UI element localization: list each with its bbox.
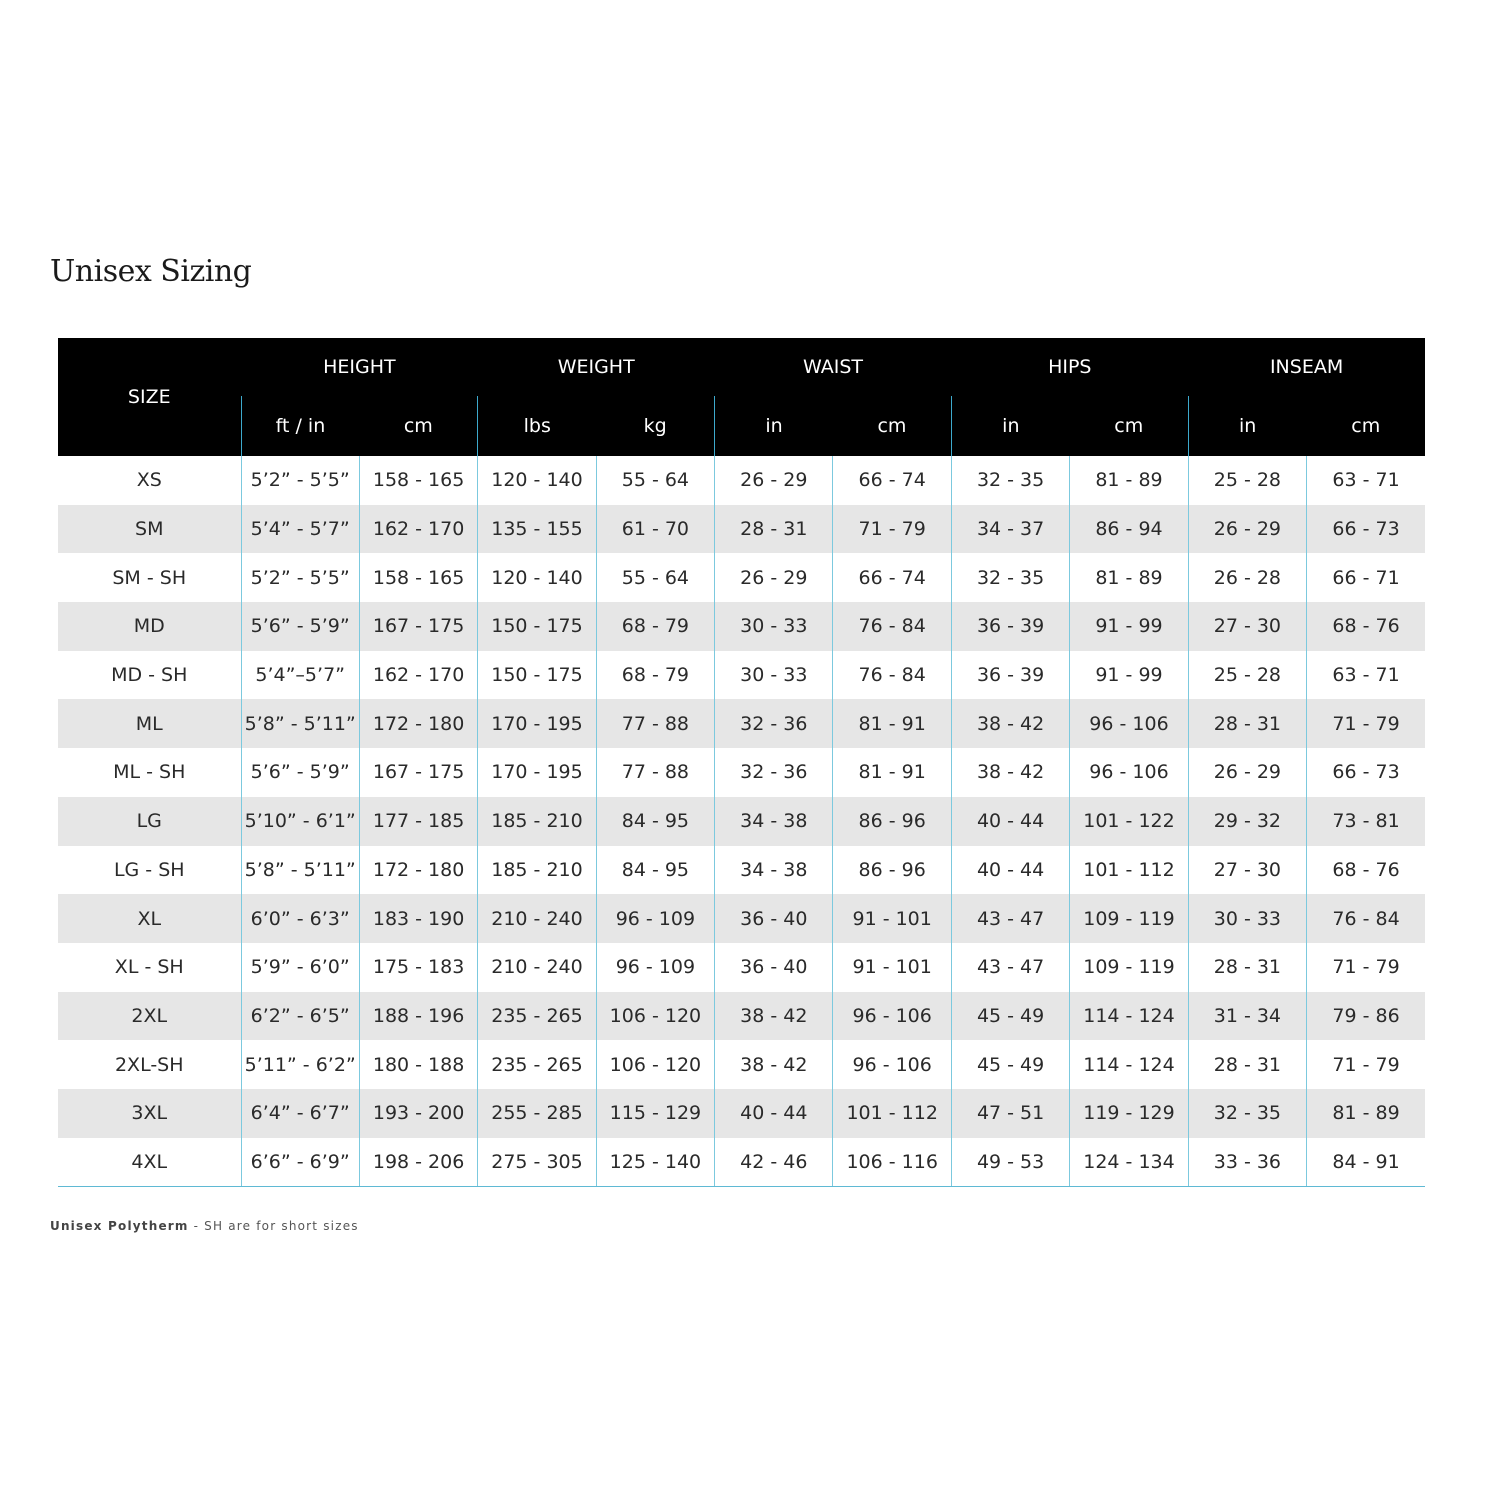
table-cell: 47 - 51 [951, 1089, 1069, 1138]
table-cell: 68 - 76 [1307, 846, 1425, 895]
table-cell: 43 - 47 [951, 943, 1069, 992]
table-cell: 119 - 129 [1070, 1089, 1188, 1138]
table-cell: 180 - 188 [359, 1040, 477, 1089]
table-cell: 27 - 30 [1188, 846, 1306, 895]
table-body [58, 456, 1425, 1187]
table-cell: 81 - 89 [1307, 1089, 1425, 1138]
footnote-product: Unisex Polytherm [50, 1219, 189, 1233]
table-cell: 172 - 180 [359, 846, 477, 895]
table-cell: 96 - 109 [596, 943, 714, 992]
table-cell: 177 - 185 [359, 797, 477, 846]
table-cell: 40 - 44 [951, 846, 1069, 895]
size-label-cell: MD - SH [111, 664, 188, 687]
table-cell: 26 - 29 [715, 456, 833, 505]
table-cell: 170 - 195 [478, 699, 596, 748]
table-cell: 167 - 175 [359, 748, 477, 797]
unit-header-waist-metric: cm [833, 396, 951, 456]
table-cell: 5’6” - 5’9” [241, 748, 359, 797]
table-cell: 170 - 195 [478, 748, 596, 797]
table-cell: 5’10” - 6’1” [241, 797, 359, 846]
table-cell: 68 - 79 [596, 602, 714, 651]
table-cell: 25 - 28 [1188, 456, 1306, 505]
table-row [58, 699, 1425, 748]
table-cell: 5’8” - 5’11” [241, 699, 359, 748]
table-cell: 76 - 84 [833, 651, 951, 700]
table-cell: 30 - 33 [1188, 894, 1306, 943]
header-group-row [58, 338, 1425, 396]
table-cell: 32 - 35 [951, 456, 1069, 505]
table-cell: 76 - 84 [1307, 894, 1425, 943]
size-label-cell: 2XL [58, 992, 241, 1041]
table-cell: 106 - 120 [596, 1040, 714, 1089]
unit-header-hips-primary: in [951, 396, 1069, 456]
table-cell: 40 - 44 [951, 797, 1069, 846]
table-row [58, 894, 1425, 943]
table-cell: 49 - 53 [951, 1138, 1069, 1187]
page-title: Unisex Sizing [50, 254, 252, 289]
table-cell: 32 - 36 [715, 699, 833, 748]
table-cell: 188 - 196 [359, 992, 477, 1041]
table-cell: 172 - 180 [359, 699, 477, 748]
table-cell: 25 - 28 [1188, 651, 1306, 700]
table-cell: 68 - 76 [1307, 602, 1425, 651]
table-cell: 42 - 46 [715, 1138, 833, 1187]
table-cell: 79 - 86 [1307, 992, 1425, 1041]
table-cell: 162 - 170 [359, 505, 477, 554]
table-cell: 101 - 112 [833, 1089, 951, 1138]
table-cell: 55 - 64 [596, 456, 714, 505]
table-cell: 185 - 210 [478, 797, 596, 846]
table-cell: 101 - 112 [1070, 846, 1188, 895]
table-row [58, 992, 1425, 1041]
table-cell: 5’8” - 5’11” [241, 846, 359, 895]
table-cell: 5’9” - 6’0” [241, 943, 359, 992]
size-label-cell: ML - SH [113, 761, 186, 784]
table-cell: 36 - 39 [951, 602, 1069, 651]
table-cell: 38 - 42 [715, 992, 833, 1041]
table-row [58, 846, 1425, 895]
table-cell: 5’6” - 5’9” [241, 602, 359, 651]
group-header-inseam: INSEAM [1188, 338, 1425, 396]
table-cell: 101 - 122 [1070, 797, 1188, 846]
table-row [58, 505, 1425, 554]
table-cell: 198 - 206 [359, 1138, 477, 1187]
table-cell: 162 - 170 [359, 651, 477, 700]
table-cell: 6’6” - 6’9” [241, 1138, 359, 1187]
size-label-cell: 2XL-SH [114, 1053, 184, 1076]
table-cell: 150 - 175 [478, 651, 596, 700]
table-cell: 150 - 175 [478, 602, 596, 651]
table-cell: 27 - 30 [1188, 602, 1306, 651]
table-cell: 31 - 34 [1188, 992, 1306, 1041]
table-cell: 91 - 101 [833, 894, 951, 943]
table-row [58, 1089, 1425, 1138]
table-cell: 38 - 42 [951, 699, 1069, 748]
table-cell: 185 - 210 [478, 846, 596, 895]
table-cell: 63 - 71 [1307, 651, 1425, 700]
table-cell: 73 - 81 [1307, 797, 1425, 846]
size-label-cell: XL [58, 894, 241, 943]
table-cell: 96 - 106 [1070, 748, 1188, 797]
footnote-note: - SH are for short sizes [188, 1219, 359, 1233]
unit-header-weight-primary: lbs [478, 396, 596, 456]
table-cell: 28 - 31 [715, 505, 833, 554]
table-cell: 26 - 28 [1188, 553, 1306, 602]
table-cell: 66 - 74 [833, 553, 951, 602]
unit-header-height-metric: cm [359, 396, 477, 456]
size-label-cell: SM [58, 505, 241, 554]
table-cell: 109 - 119 [1070, 894, 1188, 943]
table-cell: 30 - 33 [715, 651, 833, 700]
table-row [58, 1138, 1425, 1187]
size-label-cell: 3XL [58, 1089, 241, 1138]
footnote [50, 1219, 359, 1233]
table-cell: 96 - 106 [1070, 699, 1188, 748]
table-cell: 66 - 71 [1307, 553, 1425, 602]
table-cell: 158 - 165 [359, 456, 477, 505]
table-cell: 77 - 88 [596, 748, 714, 797]
table-cell: 86 - 96 [833, 797, 951, 846]
table-cell: 5’4”–5’7” [241, 651, 359, 700]
table-cell: 96 - 109 [596, 894, 714, 943]
table-cell: 210 - 240 [478, 943, 596, 992]
table-cell: 81 - 89 [1070, 456, 1188, 505]
table-cell: 106 - 120 [596, 992, 714, 1041]
table-cell: 109 - 119 [1070, 943, 1188, 992]
size-label-cell: ML [58, 699, 241, 748]
table-cell: 167 - 175 [359, 602, 477, 651]
table-header [58, 338, 1425, 456]
table-cell: 6’0” - 6’3” [241, 894, 359, 943]
table-cell: 91 - 101 [833, 943, 951, 992]
table-cell: 106 - 116 [833, 1138, 951, 1187]
table-cell: 61 - 70 [596, 505, 714, 554]
table-cell: 32 - 35 [951, 553, 1069, 602]
table-cell: 71 - 79 [1307, 943, 1425, 992]
size-label-cell: XL - SH [114, 956, 184, 979]
size-label-cell: 4XL [58, 1138, 241, 1187]
table-cell: 32 - 36 [715, 748, 833, 797]
table-cell: 55 - 64 [596, 553, 714, 602]
table-row [58, 553, 1425, 602]
table-cell: 120 - 140 [478, 553, 596, 602]
table-cell: 77 - 88 [596, 699, 714, 748]
table-cell: 81 - 91 [833, 748, 951, 797]
table-cell: 36 - 39 [951, 651, 1069, 700]
table-cell: 210 - 240 [478, 894, 596, 943]
table-cell: 5’2” - 5’5” [241, 553, 359, 602]
table-cell: 26 - 29 [1188, 505, 1306, 554]
group-header-height: HEIGHT [241, 338, 478, 396]
table-cell: 235 - 265 [478, 1040, 596, 1089]
table-row [58, 943, 1425, 992]
table-cell: 135 - 155 [478, 505, 596, 554]
table-cell: 63 - 71 [1307, 456, 1425, 505]
table-cell: 26 - 29 [1188, 748, 1306, 797]
table-cell: 86 - 96 [833, 846, 951, 895]
table-cell: 84 - 95 [596, 797, 714, 846]
table-cell: 71 - 79 [833, 505, 951, 554]
table-cell: 255 - 285 [478, 1089, 596, 1138]
unit-header-waist-primary: in [715, 396, 833, 456]
table-cell: 33 - 36 [1188, 1138, 1306, 1187]
unit-header-inseam-metric: cm [1307, 396, 1425, 456]
table-cell: 5’11” - 6’2” [241, 1040, 359, 1089]
table-cell: 84 - 91 [1307, 1138, 1425, 1187]
table-cell: 183 - 190 [359, 894, 477, 943]
table-cell: 66 - 74 [833, 456, 951, 505]
group-header-hips: HIPS [951, 338, 1188, 396]
size-label-cell: XS [136, 469, 162, 492]
table-cell: 66 - 73 [1307, 748, 1425, 797]
table-row [58, 1040, 1425, 1089]
table-cell: 91 - 99 [1070, 602, 1188, 651]
table-cell: 86 - 94 [1070, 505, 1188, 554]
table-cell: 5’4” - 5’7” [241, 505, 359, 554]
table-cell: 6’4” - 6’7” [241, 1089, 359, 1138]
table-cell: 91 - 99 [1070, 651, 1188, 700]
size-label-cell: SM - SH [112, 566, 187, 589]
table-cell: 28 - 31 [1188, 699, 1306, 748]
unit-header-hips-metric: cm [1070, 396, 1188, 456]
table-cell: 84 - 95 [596, 846, 714, 895]
size-column-header: SIZE [58, 338, 241, 456]
table-cell: 158 - 165 [359, 553, 477, 602]
table-cell: 114 - 124 [1070, 1040, 1188, 1089]
size-label-cell: MD [58, 602, 241, 651]
table-cell: 76 - 84 [833, 602, 951, 651]
unit-header-inseam-primary: in [1188, 396, 1306, 456]
table-cell: 96 - 106 [833, 992, 951, 1041]
table-cell: 71 - 79 [1307, 699, 1425, 748]
table-cell: 34 - 38 [715, 797, 833, 846]
size-label-cell: LG [58, 797, 241, 846]
group-header-weight: WEIGHT [478, 338, 715, 396]
table-cell: 81 - 89 [1070, 553, 1188, 602]
table-cell: 71 - 79 [1307, 1040, 1425, 1089]
table-row [58, 456, 1425, 505]
table-cell: 5’2” - 5’5” [241, 456, 359, 505]
table-cell: 275 - 305 [478, 1138, 596, 1187]
table-cell: 26 - 29 [715, 553, 833, 602]
table-cell: 29 - 32 [1188, 797, 1306, 846]
table-cell: 175 - 183 [359, 943, 477, 992]
table-cell: 120 - 140 [478, 456, 596, 505]
unit-header-height-primary: ft / in [241, 396, 359, 456]
header-unit-row [58, 396, 1425, 456]
table-cell: 40 - 44 [715, 1089, 833, 1138]
table-row [58, 651, 1425, 700]
table-cell: 96 - 106 [833, 1040, 951, 1089]
table-cell: 114 - 124 [1070, 992, 1188, 1041]
table-cell: 66 - 73 [1307, 505, 1425, 554]
table-cell: 45 - 49 [951, 1040, 1069, 1089]
table-cell: 34 - 37 [951, 505, 1069, 554]
sizing-table [58, 338, 1425, 1187]
table-row [58, 748, 1425, 797]
table-cell: 36 - 40 [715, 894, 833, 943]
table-cell: 30 - 33 [715, 602, 833, 651]
table-cell: 125 - 140 [596, 1138, 714, 1187]
table-cell: 235 - 265 [478, 992, 596, 1041]
table-cell: 115 - 129 [596, 1089, 714, 1138]
table-cell: 6’2” - 6’5” [241, 992, 359, 1041]
unit-header-weight-metric: kg [596, 396, 714, 456]
size-label-cell: LG - SH [113, 858, 185, 881]
table-cell: 38 - 42 [951, 748, 1069, 797]
table-row [58, 602, 1425, 651]
table-cell: 124 - 134 [1070, 1138, 1188, 1187]
table-cell: 68 - 79 [596, 651, 714, 700]
table-cell: 43 - 47 [951, 894, 1069, 943]
table-cell: 32 - 35 [1188, 1089, 1306, 1138]
table-cell: 81 - 91 [833, 699, 951, 748]
table-cell: 38 - 42 [715, 1040, 833, 1089]
group-header-waist: WAIST [715, 338, 952, 396]
table-cell: 28 - 31 [1188, 1040, 1306, 1089]
table-cell: 28 - 31 [1188, 943, 1306, 992]
table-cell: 193 - 200 [359, 1089, 477, 1138]
table-cell: 36 - 40 [715, 943, 833, 992]
table-row [58, 797, 1425, 846]
table-cell: 45 - 49 [951, 992, 1069, 1041]
table-cell: 34 - 38 [715, 846, 833, 895]
